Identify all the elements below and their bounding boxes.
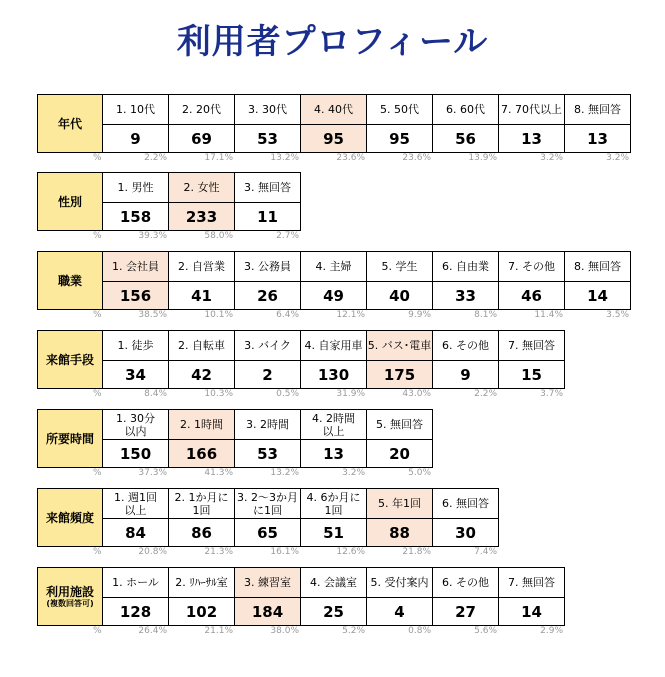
section-table — [37, 330, 565, 389]
percent-row — [37, 231, 301, 245]
section-table — [37, 567, 565, 626]
option-percent: 13.2% — [270, 153, 299, 163]
section-header — [38, 489, 103, 547]
option-count: 30 — [433, 519, 499, 547]
option-count: 42 — [169, 361, 235, 389]
option-label: 5. バス･電車 — [367, 331, 433, 361]
option-label: 4. 主婦 — [301, 252, 367, 282]
option-label: 5. 受付案内 — [367, 568, 433, 598]
option-count: 88 — [367, 519, 433, 547]
option-count: 53 — [235, 440, 301, 468]
section-header — [38, 410, 103, 468]
count-row — [38, 598, 565, 626]
option-percent: 11.4% — [534, 310, 563, 320]
section-header-note: (複数回答可) — [46, 598, 94, 608]
option-count: 14 — [565, 282, 631, 310]
option-percent: 21.3% — [204, 547, 233, 557]
option-percent: 10.1% — [204, 310, 233, 320]
label-row — [38, 173, 301, 203]
option-label: 8. 無回答 — [565, 252, 631, 282]
option-count: 69 — [169, 125, 235, 153]
option-count: 150 — [103, 440, 169, 468]
option-percent: 3.2% — [342, 468, 365, 478]
option-count: 46 — [499, 282, 565, 310]
option-label: 5. 年1回 — [367, 489, 433, 519]
option-label: 3. 練習室 — [235, 568, 301, 598]
option-percent: 13.2% — [270, 468, 299, 478]
option-label: 1. 10代 — [103, 95, 169, 125]
option-label: 3. 2～3か月 に1回 — [235, 489, 301, 519]
section-header-text: 所要時間 — [45, 431, 94, 446]
option-percent: 5.0% — [408, 468, 431, 478]
option-label: 1. ホール — [103, 568, 169, 598]
option-count: 184 — [235, 598, 301, 626]
option-percent: 10.3% — [204, 389, 233, 399]
option-count: 102 — [169, 598, 235, 626]
option-label: 2. 1か月に 1回 — [169, 489, 235, 519]
option-count: 95 — [367, 125, 433, 153]
option-count: 9 — [103, 125, 169, 153]
section-header-text: 年代 — [57, 116, 82, 131]
option-count: 40 — [367, 282, 433, 310]
section-header-text: 来館手段 — [45, 352, 94, 367]
option-percent: 5.6% — [474, 626, 497, 636]
option-label: 1. 週1回 以上 — [103, 489, 169, 519]
option-label: 2. 自営業 — [169, 252, 235, 282]
page-title: 利用者プロフィール — [176, 22, 489, 62]
option-count: 51 — [301, 519, 367, 547]
option-count: 233 — [169, 203, 235, 231]
option-count: 13 — [499, 125, 565, 153]
option-label: 7. 70代以上 — [499, 95, 565, 125]
option-percent: 17.1% — [204, 153, 233, 163]
section-header — [38, 568, 103, 626]
label-row — [38, 568, 565, 598]
option-count: 20 — [367, 440, 433, 468]
option-count: 33 — [433, 282, 499, 310]
label-row — [38, 410, 433, 440]
option-label: 4. 2時間 以上 — [301, 410, 367, 440]
option-label: 2. 女性 — [169, 173, 235, 203]
option-count: 156 — [103, 282, 169, 310]
option-percent: 21.1% — [204, 626, 233, 636]
count-row — [38, 361, 565, 389]
option-label: 3. 公務員 — [235, 252, 301, 282]
section-table — [37, 251, 631, 310]
option-count: 14 — [499, 598, 565, 626]
section-table — [37, 488, 499, 547]
option-percent: 20.8% — [138, 547, 167, 557]
percent-row — [37, 626, 565, 640]
option-percent: 23.6% — [402, 153, 431, 163]
option-label: 3. 2時間 — [235, 410, 301, 440]
option-count: 56 — [433, 125, 499, 153]
option-percent: 9.9% — [408, 310, 431, 320]
percent-symbol: % — [93, 389, 102, 399]
option-label: 7. 無回答 — [499, 331, 565, 361]
option-count: 65 — [235, 519, 301, 547]
percent-row — [37, 468, 433, 482]
option-label: 2. 1時間 — [169, 410, 235, 440]
option-count: 11 — [235, 203, 301, 231]
option-percent: 12.1% — [336, 310, 365, 320]
percent-symbol: % — [93, 153, 102, 163]
section-table — [37, 172, 301, 231]
option-count: 86 — [169, 519, 235, 547]
option-percent: 3.7% — [540, 389, 563, 399]
section-header-text: 来館頻度 — [45, 510, 94, 525]
option-percent: 8.4% — [144, 389, 167, 399]
option-percent: 2.2% — [144, 153, 167, 163]
option-percent: 37.3% — [138, 468, 167, 478]
option-percent: 39.3% — [138, 231, 167, 241]
option-count: 166 — [169, 440, 235, 468]
option-percent: 38.0% — [270, 626, 299, 636]
option-percent: 16.1% — [270, 547, 299, 557]
option-count: 49 — [301, 282, 367, 310]
option-label: 4. 40代 — [301, 95, 367, 125]
option-percent: 31.9% — [336, 389, 365, 399]
count-row — [38, 125, 631, 153]
section-header-text: 性別 — [57, 194, 82, 209]
option-label: 7. その他 — [499, 252, 565, 282]
percent-row — [37, 547, 499, 561]
option-count: 84 — [103, 519, 169, 547]
option-percent: 41.3% — [204, 468, 233, 478]
percent-symbol: % — [93, 468, 102, 478]
option-percent: 13.9% — [468, 153, 497, 163]
section-header — [38, 95, 103, 153]
option-count: 95 — [301, 125, 367, 153]
section-header-text: 職業 — [57, 273, 82, 288]
option-percent: 38.5% — [138, 310, 167, 320]
option-label: 3. 30代 — [235, 95, 301, 125]
option-count: 13 — [301, 440, 367, 468]
section-5 — [37, 409, 433, 482]
option-percent: 8.1% — [474, 310, 497, 320]
option-label: 5. 学生 — [367, 252, 433, 282]
option-count: 25 — [301, 598, 367, 626]
option-count: 41 — [169, 282, 235, 310]
section-4 — [37, 330, 565, 403]
option-count: 27 — [433, 598, 499, 626]
option-label: 1. 30分 以内 — [103, 410, 169, 440]
option-label: 4. 6か月に 1回 — [301, 489, 367, 519]
option-label: 7. 無回答 — [499, 568, 565, 598]
count-row — [38, 519, 499, 547]
option-count: 9 — [433, 361, 499, 389]
percent-symbol: % — [93, 310, 102, 320]
percent-row — [37, 389, 565, 403]
label-row — [38, 331, 565, 361]
option-count: 2 — [235, 361, 301, 389]
option-label: 5. 50代 — [367, 95, 433, 125]
option-percent: 12.6% — [336, 547, 365, 557]
option-count: 128 — [103, 598, 169, 626]
option-label: 1. 徒歩 — [103, 331, 169, 361]
percent-symbol: % — [93, 231, 102, 241]
option-label: 6. 60代 — [433, 95, 499, 125]
percent-row — [37, 153, 631, 167]
option-label: 2. 自転車 — [169, 331, 235, 361]
section-header — [38, 173, 103, 231]
option-percent: 3.5% — [606, 310, 629, 320]
option-percent: 2.7% — [276, 231, 299, 241]
option-count: 158 — [103, 203, 169, 231]
option-label: 3. 無回答 — [235, 173, 301, 203]
option-label: 6. その他 — [433, 568, 499, 598]
option-count: 15 — [499, 361, 565, 389]
option-label: 1. 男性 — [103, 173, 169, 203]
option-percent: 7.4% — [474, 547, 497, 557]
option-label: 3. バイク — [235, 331, 301, 361]
option-count: 175 — [367, 361, 433, 389]
option-label: 4. 会議室 — [301, 568, 367, 598]
section-header-text: 利用施設 — [45, 584, 94, 599]
option-percent: 21.8% — [402, 547, 431, 557]
section-3 — [37, 251, 631, 324]
option-percent: 58.0% — [204, 231, 233, 241]
section-header — [38, 331, 103, 389]
option-percent: 23.6% — [336, 153, 365, 163]
label-row — [38, 489, 499, 519]
option-count: 34 — [103, 361, 169, 389]
option-percent: 2.2% — [474, 389, 497, 399]
option-percent: 2.9% — [540, 626, 563, 636]
percent-row — [37, 310, 631, 324]
option-label: 4. 自家用車 — [301, 331, 367, 361]
option-label: 6. 自由業 — [433, 252, 499, 282]
option-percent: 26.4% — [138, 626, 167, 636]
option-count: 13 — [565, 125, 631, 153]
option-percent: 3.2% — [606, 153, 629, 163]
option-label: 6. その他 — [433, 331, 499, 361]
option-percent: 6.4% — [276, 310, 299, 320]
option-label: 5. 無回答 — [367, 410, 433, 440]
option-percent: 43.0% — [402, 389, 431, 399]
section-2 — [37, 172, 301, 245]
option-count: 26 — [235, 282, 301, 310]
option-label: 2. 20代 — [169, 95, 235, 125]
label-row — [38, 252, 631, 282]
option-label: 1. 会社員 — [103, 252, 169, 282]
section-header — [38, 252, 103, 310]
section-6 — [37, 488, 499, 561]
count-row — [38, 282, 631, 310]
label-row — [38, 95, 631, 125]
option-percent: 0.5% — [276, 389, 299, 399]
option-label: 2. ﾘﾊｰｻﾙ室 — [169, 568, 235, 598]
percent-symbol: % — [93, 626, 102, 636]
option-percent: 3.2% — [540, 153, 563, 163]
option-count: 130 — [301, 361, 367, 389]
option-count: 53 — [235, 125, 301, 153]
section-7 — [37, 567, 565, 640]
section-table — [37, 409, 433, 468]
option-label: 8. 無回答 — [565, 95, 631, 125]
option-percent: 0.8% — [408, 626, 431, 636]
option-percent: 5.2% — [342, 626, 365, 636]
option-label: 6. 無回答 — [433, 489, 499, 519]
percent-symbol: % — [93, 547, 102, 557]
section-table — [37, 94, 631, 153]
section-1 — [37, 94, 631, 167]
option-count: 4 — [367, 598, 433, 626]
